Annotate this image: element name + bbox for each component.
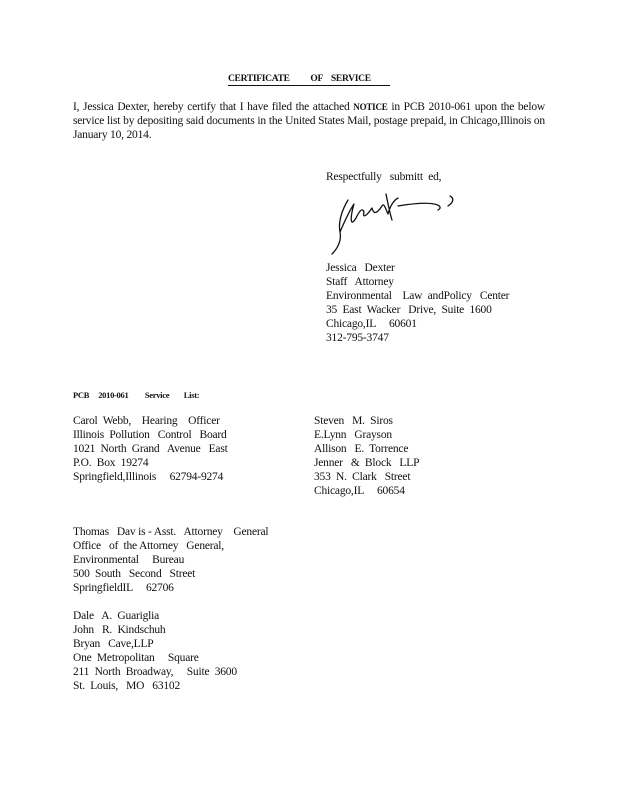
address-line: John R. Kindschuh (73, 624, 166, 636)
address-line: Jenner & Block LLP (314, 457, 420, 469)
address-line: Chicago,IL 60654 (314, 485, 405, 497)
notice-label: NOTICE (353, 102, 388, 112)
signer-title: Staff Attorney (326, 276, 394, 288)
handwritten-signature (328, 188, 460, 258)
certification-text-end: in PCB 2010-061 upon the below service list by depositing said documents in the United States Mail, postage prepaid, in Chicago,Illinois on January 10, 2014. (73, 101, 545, 141)
closing-line: Respectfully submitt ed, (326, 171, 442, 183)
signer-organization: Environmental Law andPolicy Center (326, 290, 510, 302)
certification-paragraph (73, 100, 545, 142)
signer-street: 35 East Wacker Drive, Suite 1600 (326, 304, 492, 316)
recipient-address-block (73, 609, 237, 693)
address-line: Thomas Dav is - Asst. Attorney General (73, 526, 269, 538)
recipient-address-block (73, 414, 228, 484)
recipient-address-block (73, 525, 268, 595)
address-line: St. Louis, MO 63102 (73, 680, 181, 692)
signature-block (326, 261, 509, 345)
signer-phone: 312-795-3747 (326, 332, 389, 344)
address-line: Springfield,Illinois 62794-9274 (73, 471, 224, 483)
address-line: 353 N. Clark Street (314, 471, 411, 483)
address-line: E.Lynn Grayson (314, 429, 392, 441)
certification-text-start: I, Jessica Dexter, hereby certify that I have filed the attached (73, 101, 350, 113)
address-line: One Metropolitan Square (73, 652, 199, 664)
address-line: 211 North Broadway, Suite 3600 (73, 666, 237, 678)
address-line: Environmental Bureau (73, 554, 185, 566)
address-line: Illinois Pollution Control Board (73, 429, 227, 441)
address-line: Carol Webb, Hearing Officer (73, 415, 220, 427)
signer-city: Chicago,IL 60601 (326, 318, 417, 330)
address-line: 500 South Second Street (73, 568, 196, 580)
address-line: Dale A. Guariglia (73, 610, 160, 622)
address-line: Allison E. Torrence (314, 443, 409, 455)
recipient-address-block (314, 414, 419, 498)
document-title: CERTIFICATE OF SERVICE (228, 73, 390, 86)
address-line: P.O. Box 19274 (73, 457, 149, 469)
address-line: Bryan Cave,LLP (73, 638, 154, 650)
signer-name: Jessica Dexter (326, 262, 395, 274)
address-line: SpringfieldIL 62706 (73, 582, 174, 594)
address-line: 1021 North Grand Avenue East (73, 443, 228, 455)
address-line: Office of the Attorney General, (73, 540, 224, 552)
address-line: Steven M. Siros (314, 415, 393, 427)
service-list-title: PCB 2010-061 Service List: (73, 390, 200, 400)
